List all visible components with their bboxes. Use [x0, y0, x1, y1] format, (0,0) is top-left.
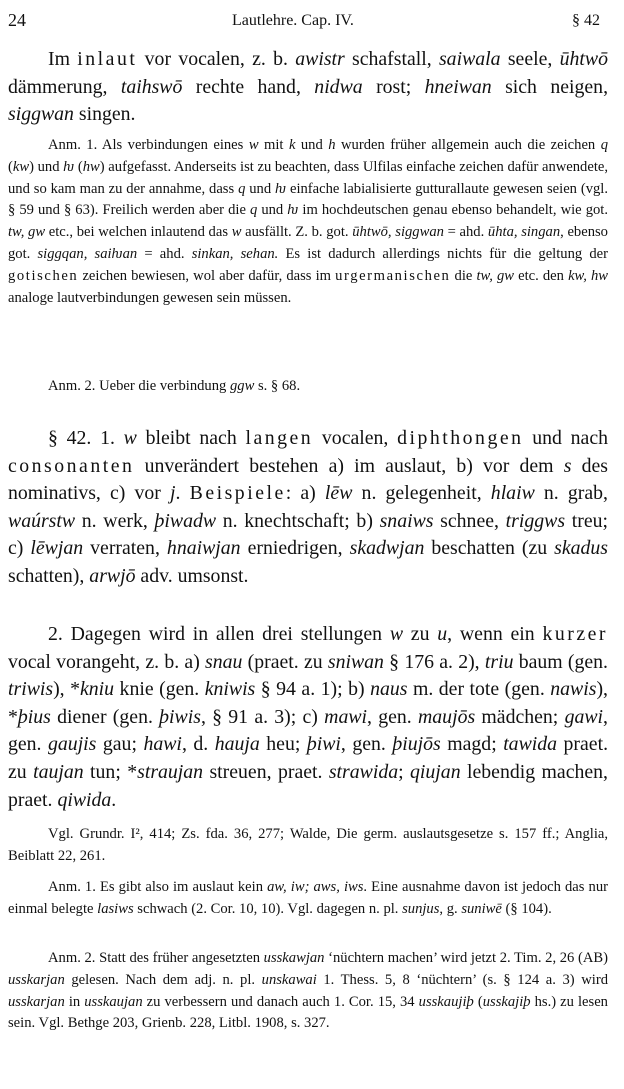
references: Vgl. Grundr. I², 414; Zs. fda. 36, 277; Walde, Die germ. auslautsgesetze s. 157 ff.; Anglia, Beiblatt 22, 261.	[8, 826, 608, 864]
section-marker: § 42	[572, 12, 600, 29]
running-header	[0, 10, 624, 34]
note-1: Anm. 1. Als verbindungen eines w mit k und h wurden früher allgemein auch die zeichen q (kw) und ƕ (hw) aufgefasst. Anderseits ist zu beachten, dass Ulfilas einfache zeichen dafür anwendete, und so kam man zu der annahme, dass q und ƕ einfache labialisierte gutturallaute gewesen seien (vgl. § 59 und § 63). Freilich werden aber die q und ƕ im hochdeutschen genau ebenso behandelt, wie got. tw, gw etc., bei welchen inlautend das w ausfällt. Z. b. got. ūhtwō, siggwan = ahd. ūhta, singan, ebenso got. siggqan, saiƕan = ahd. sinkan, sehan. Es ist dadurch allerdings nichts für die geltung der gotischen zeichen bewiesen, wol aber dafür, dass im urgermanischen die tw, gw etc. den kw, hw analoge lautverbindungen gewesen sein müssen.	[8, 137, 609, 306]
intro-paragraph: Im inlaut vor vocalen, z. b. awistr schafstall, saiwala seele, ūhtwō dämmerung, taihswō rechte hand, nidwa rost; hneiwan sich neigen, siggwan singen.	[8, 48, 609, 126]
section-42-part-2: 2. Dagegen wird in allen drei stellungen w zu u, wenn ein kurzer vocal vorangeht, z. b. a) snau (praet. zu sniwan § 176 a. 2), triu baum (gen. triwis), *kniu knie (gen. kniwis § 94 a. 1); b) naus m. der tote (gen. nawis), *þius diener (gen. þiwis, § 91 a. 3); c) mawi, gen. maujōs mädchen; gawi, gen. gaujis gau; hawi, d. hauja heu; þiwi, gen. þiujōs magd; tawida praet. zu taujan tun; *straujan streuen, praet. strawida; qiujan lebendig machen, praet. qiwida.	[8, 623, 609, 811]
page-number: 24	[8, 10, 26, 30]
running-title: Lautlehre. Cap. IV.	[232, 12, 354, 29]
note-4: Anm. 2. Statt des früher angesetzten usskawjan ‘nüchtern machen’ wird jetzt 2. Tim. 2, 26 (AB) usskarjan gelesen. Nach dem adj. n. pl. unskawai 1. Thess. 5, 8 ‘nüchtern’ (s. § 124 a. 3) wird usskarjan in usskaujan zu verbessern und danach auch 1. Cor. 15, 34 usskaujiþ (usskajiþ hs.) zu lesen sein. Vgl. Bethge 203, Grienb. 228, Litbl. 1908, s. 327.	[8, 950, 608, 1032]
section-42-part-1: § 42. 1. w bleibt nach langen vocalen, diphthongen und nach consonanten unverändert bestehen a) im auslaut, b) vor dem s des nominativs, c) vor j. Beispiele: a) lēw n. gelegenheit, hlaiw n. grab, waúrstw n. werk, þiwadw n. knechtschaft; b) snaiws schnee, triggws treu; c) lēwjan verraten, hnaiwjan erniedrigen, skadwjan beschatten (zu skadus schatten), arwjō adv. umsonst.	[8, 427, 609, 587]
note-3: Anm. 1. Es gibt also im auslaut kein aw, iw; aws, iws. Eine ausnahme davon ist jedoch das nur einmal belegte lasiws schwach (2. Cor. 10, 10). Vgl. dagegen n. pl. sunjus, g. suniwē (§ 104).	[8, 879, 608, 917]
note-2: Anm. 2. Ueber die verbindung ggw s. § 68.	[48, 378, 301, 394]
